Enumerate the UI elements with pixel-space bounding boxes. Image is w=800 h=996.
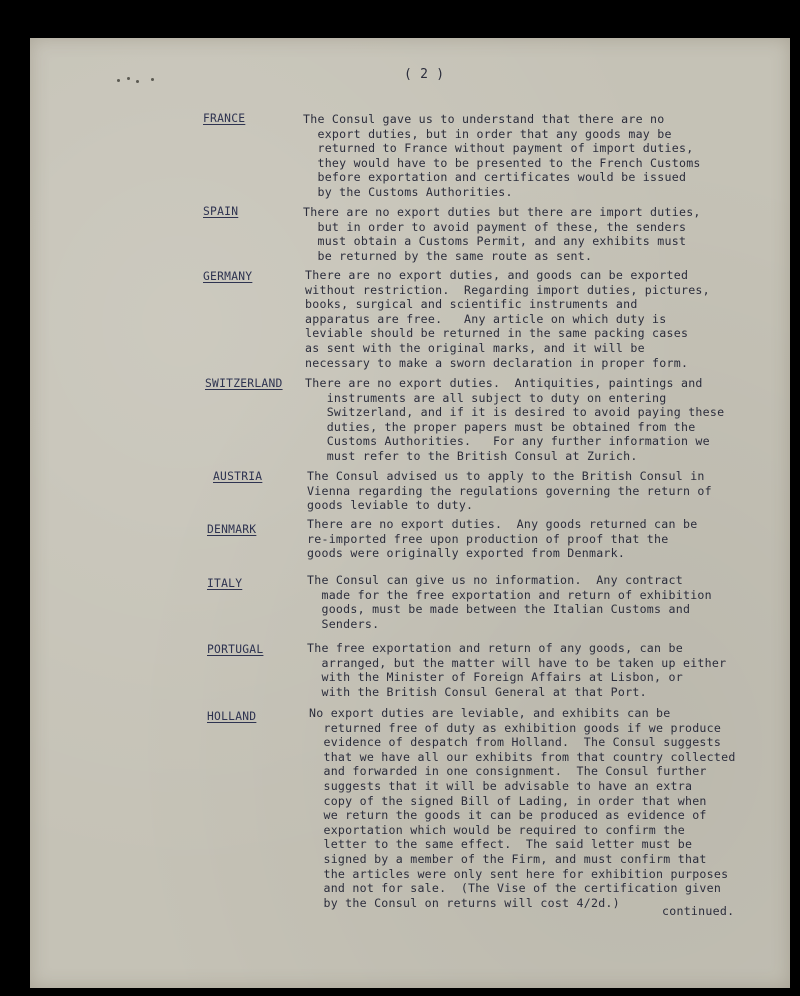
country-heading-switzerland: SWITZERLAND <box>205 377 283 390</box>
country-heading-italy: ITALY <box>207 577 243 590</box>
france-paragraph: The Consul gave us to understand that there are no export duties, but in order that any goods may be returned to France without payment of import duties, they would have to be presented to the French Customs before exportation and certificates would be issued by the Customs Authorities. <box>303 112 701 199</box>
denmark-paragraph: There are no export duties. Any goods returned can be re-imported free upon production of proof that the goods were originally exported from Denmark. <box>307 517 698 561</box>
holland-paragraph: No export duties are leviable, and exhibits can be returned free of duty as exhibition goods if we produce evidence of despatch from Holland. The Consul suggests that we have all our exhibits from that country collected and forwarded in one consignment. The Consul further suggests that it will be advisable to have an extra copy of the signed Bill of Lading, in order that when we return the goods it can be produced as evidence of exportation which would be required to confirm the letter to the same effect. The said letter must be signed by a member of the Firm, and must confirm that the articles were only sent here for exhibition purposes and not for sale. (The Vise of the certification given by the Consul on returns will cost 4/2d.) <box>309 706 736 910</box>
italy-paragraph: The Consul can give us no information. Any contract made for the free exportation and return of exhibition goods, must be made between the Italian Customs and Senders. <box>307 573 712 631</box>
switzerland-paragraph: There are no export duties. Antiquities, paintings and instruments are all subject to duty on entering Switzerland, and if it is desired to avoid paying these duties, the proper papers must be obtained from the Customs Authorities. For any further information we must refer to the British Consul at Zurich. <box>305 376 725 463</box>
punch-marks <box>117 75 157 85</box>
continued-note: continued. <box>662 904 735 918</box>
country-heading-holland: HOLLAND <box>207 710 257 723</box>
germany-paragraph: There are no export duties, and goods can be exported without restriction. Regarding import duties, pictures, books, surgical and scientific instruments and apparatus are free. Any article on which duty is leviable should be returned in the same packing cases as sent with the original marks, and it will be necessary to make a sworn declaration in proper form. <box>305 268 710 370</box>
page-number: ( 2 ) <box>404 67 445 82</box>
spain-paragraph: There are no export duties but there are import duties, but in order to avoid payment of these, the senders must obtain a Customs Permit, and any exhibits must be returned by the same route as sent. <box>303 205 701 263</box>
country-heading-france: FRANCE <box>203 112 246 125</box>
country-heading-germany: GERMANY <box>203 270 253 283</box>
austria-paragraph: The Consul advised us to apply to the British Consul in Vienna regarding the regulations governing the return of goods leviable to duty. <box>307 469 712 513</box>
country-heading-austria: AUSTRIA <box>213 470 263 483</box>
portugal-paragraph: The free exportation and return of any goods, can be arranged, but the matter will have to be taken up either with the Minister of Foreign Affairs at Lisbon, or with the British Consul General at that Port. <box>307 641 727 699</box>
country-heading-spain: SPAIN <box>203 205 239 218</box>
country-heading-denmark: DENMARK <box>207 523 257 536</box>
country-heading-portugal: PORTUGAL <box>207 643 264 656</box>
